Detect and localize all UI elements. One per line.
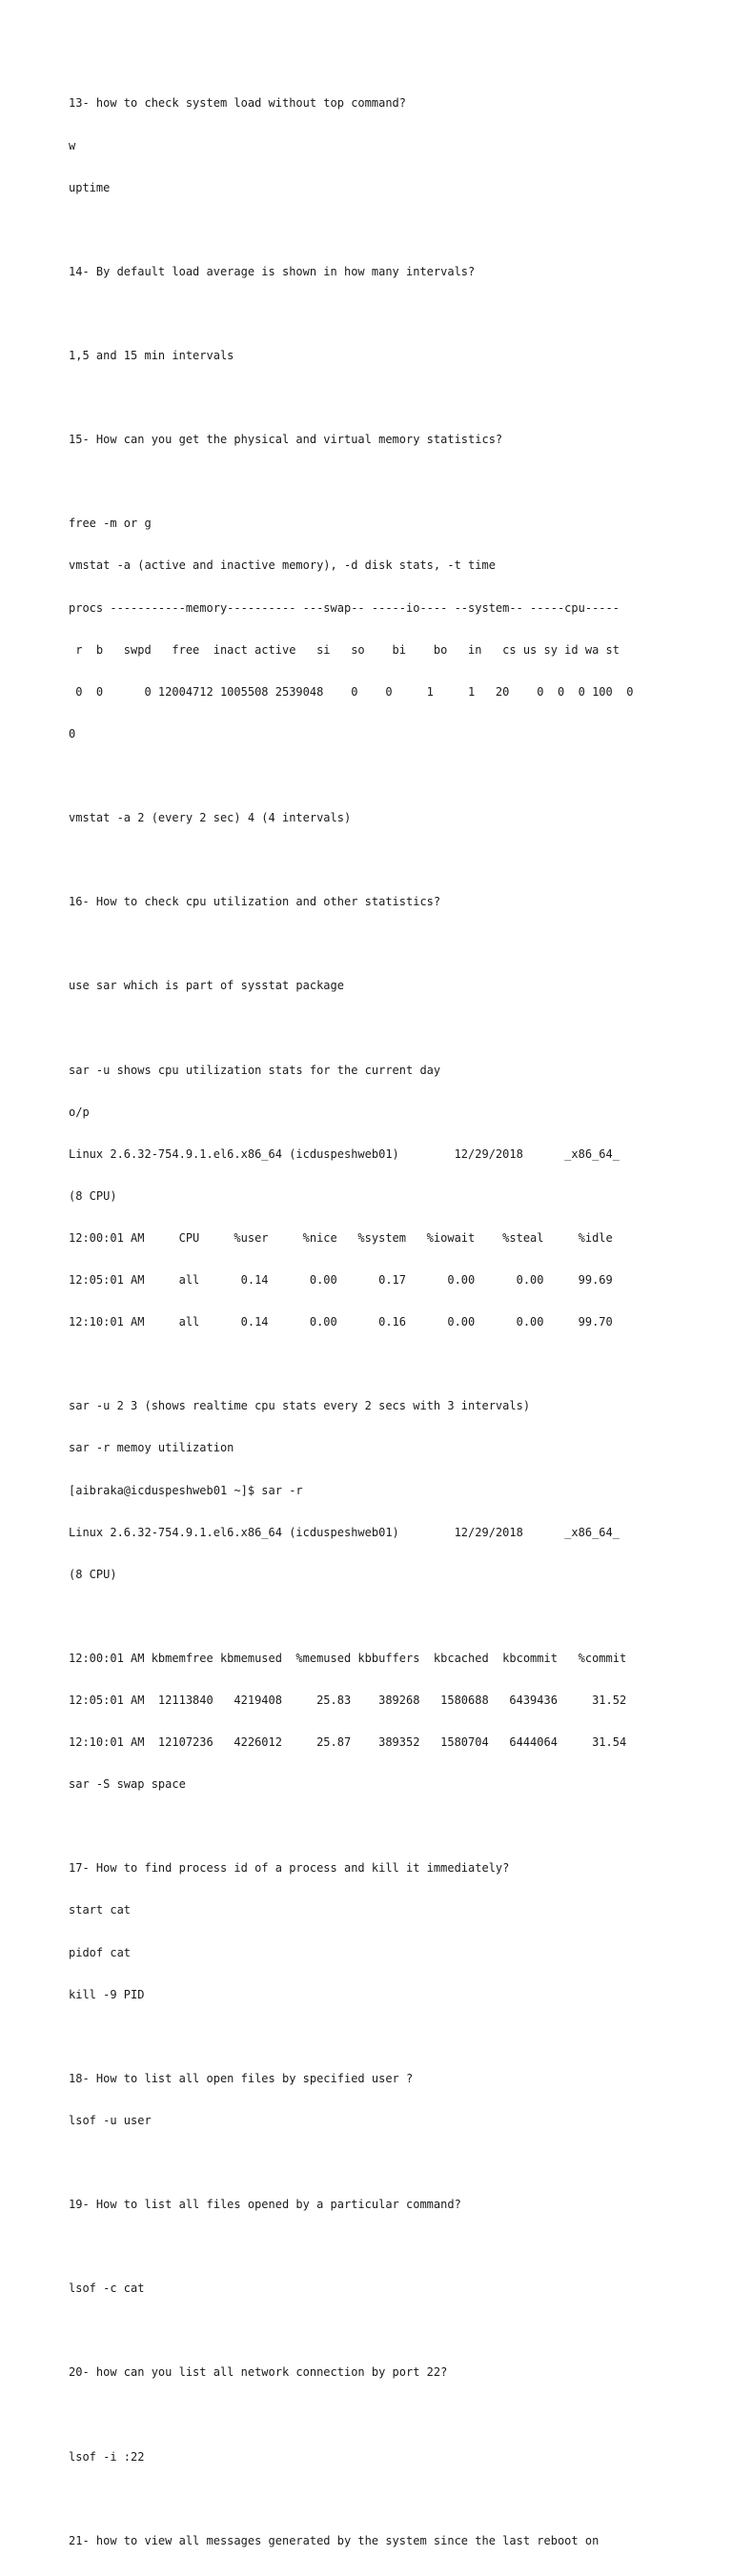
text-line: kill -9 PID <box>69 1987 145 2001</box>
text-line: start cat <box>69 1903 132 1917</box>
text-line: 0 0 0 12004712 1005508 2539048 0 0 1 1 20 0 0 0 100 0 <box>69 684 634 699</box>
text-line: 1,5 and 15 min intervals <box>69 348 234 362</box>
text-line <box>69 1610 717 1624</box>
text-line: sar -u shows cpu utilization stats for the current day <box>69 1063 441 1077</box>
text-line: (8 CPU) <box>69 1567 117 1581</box>
text-line <box>69 769 717 783</box>
text-line <box>69 2240 717 2254</box>
text-line <box>69 2492 717 2506</box>
text-line: 12:10:01 AM 12107236 4226012 25.87 389352 1580704 6444064 31.54 <box>69 1735 627 1750</box>
text-line: r b swpd free inact active si so bi bo in cs us sy id wa st <box>69 642 620 657</box>
text-line <box>69 853 717 867</box>
text-line: w <box>69 138 76 152</box>
text-line: 20- how can you list all network connection by port 22? <box>69 2365 448 2380</box>
text-line: sar -u 2 3 (shows realtime cpu stats every 2 secs with 3 intervals) <box>69 1399 531 1413</box>
text-line: 15- How can you get the physical and virtual memory statistics? <box>69 433 503 447</box>
text-line <box>69 1021 717 1035</box>
text-line: 12:00:01 AM CPU %user %nice %system %iowait %steal %idle <box>69 1230 613 1245</box>
text-line <box>69 391 717 405</box>
text-line <box>69 1819 717 1834</box>
text-line: 13- how to check system load without top command? <box>69 96 407 111</box>
text-line: sar -S swap space <box>69 1777 186 1792</box>
text-line: lsof -i :22 <box>69 2449 145 2464</box>
text-line: vmstat -a 2 (every 2 sec) 4 (4 intervals) <box>69 811 352 824</box>
text-line: pidof cat <box>69 1945 132 1959</box>
text-line <box>69 937 717 951</box>
text-line: sar -r memoy utilization <box>69 1441 234 1455</box>
document-text <box>69 69 717 2576</box>
text-line: 19- How to list all files opened by a particular command? <box>69 2198 461 2212</box>
text-line <box>69 2030 717 2044</box>
text-line: uptime <box>69 180 111 194</box>
text-line: 12:10:01 AM all 0.14 0.00 0.16 0.00 0.00 99.70 <box>69 1315 613 1329</box>
text-line <box>69 307 717 321</box>
text-line: (8 CPU) <box>69 1188 117 1203</box>
text-line: 17- How to find process id of a process and kill it immediately? <box>69 1861 510 1876</box>
text-line: 14- By default load average is shown in how many intervals? <box>69 264 476 278</box>
text-line: 12:00:01 AM kbmemfree kbmemused %memused kbbuffers kbcached kbcommit %commit <box>69 1651 627 1665</box>
text-line: lsof -c cat <box>69 2282 145 2296</box>
text-line <box>69 223 717 237</box>
text-line <box>69 2408 717 2423</box>
text-line: lsof -u user <box>69 2113 152 2127</box>
text-line: 21- how to view all messages generated by the system since the last reboot on <box>69 2533 600 2547</box>
text-line: 18- How to list all open files by specified user ? <box>69 2071 414 2085</box>
text-line: Linux 2.6.32-754.9.1.el6.x86_64 (icduspeshweb01) 12/29/2018 _x86_64_ <box>69 1146 620 1161</box>
text-line: use sar which is part of sysstat package <box>69 979 344 993</box>
text-line: o/p <box>69 1105 90 1119</box>
text-line <box>69 2156 717 2170</box>
text-line <box>69 2323 717 2338</box>
text-line: vmstat -a (active and inactive memory), -d disk stats, -t time <box>69 558 496 573</box>
text-line: 16- How to check cpu utilization and other statistics? <box>69 895 441 909</box>
text-line: 12:05:01 AM 12113840 4219408 25.83 389268 1580688 6439436 31.52 <box>69 1693 627 1707</box>
text-line <box>69 475 717 489</box>
text-line: [aibraka@icduspeshweb01 ~]$ sar -r <box>69 1483 303 1497</box>
text-line <box>69 1357 717 1371</box>
text-line: 12:05:01 AM all 0.14 0.00 0.17 0.00 0.00 99.69 <box>69 1273 613 1288</box>
text-line: procs -----------memory---------- ---swap-- -----io---- --system-- -----cpu----- <box>69 600 620 615</box>
text-line: free -m or g <box>69 517 152 531</box>
text-line: 0 <box>69 726 76 740</box>
text-line: Linux 2.6.32-754.9.1.el6.x86_64 (icduspeshweb01) 12/29/2018 _x86_64_ <box>69 1525 620 1539</box>
